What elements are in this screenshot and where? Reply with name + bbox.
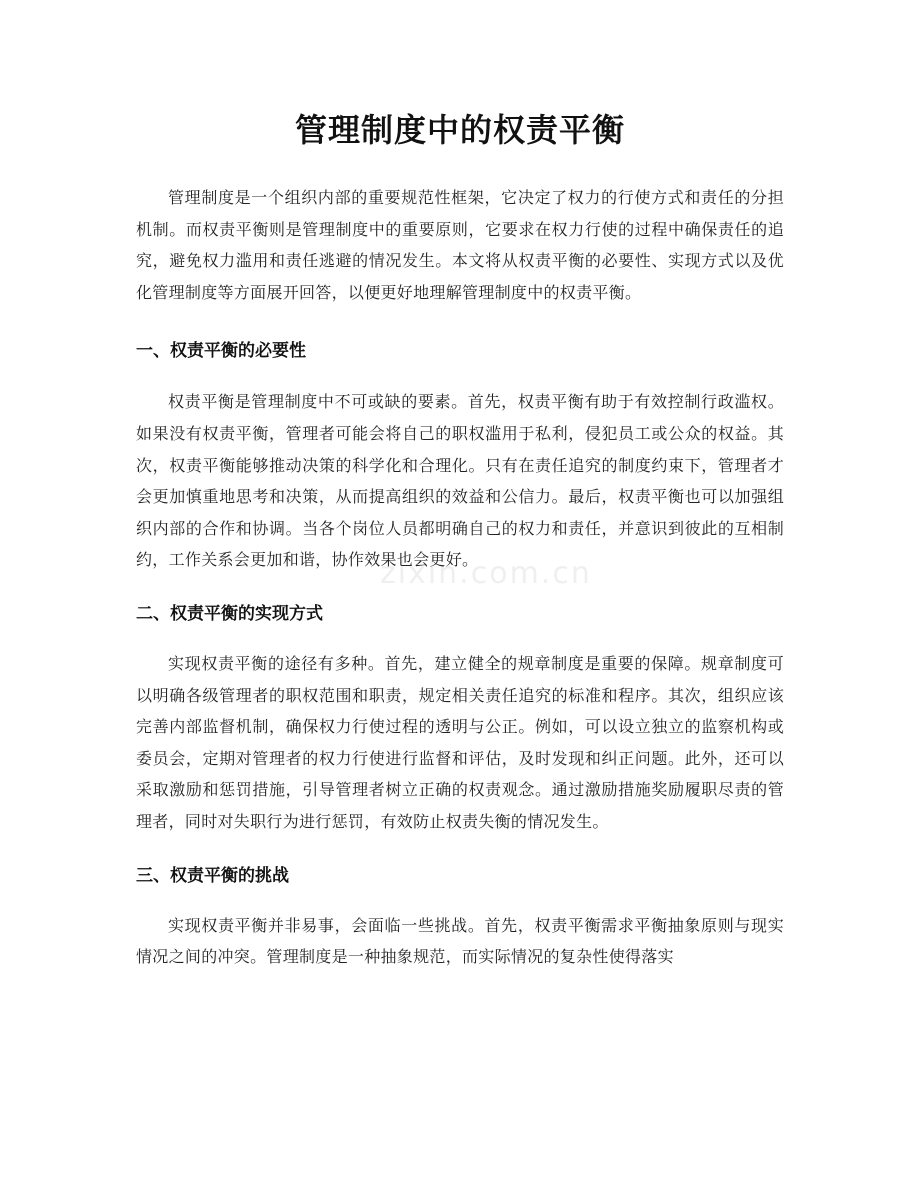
intro-paragraph: 管理制度是一个组织内部的重要规范性框架，它决定了权力的行使方式和责任的分担机制。而权责平衡则是管理制度中的重要原则，它要求在权力行使的过程中确保责任的追究，避免权力滥用和责任逃避的情况发生。本文将从权责平衡的必要性、实现方式以及优化管理制度等方面展开回答，以便更好地理解管理制度中的权责平衡。	[136, 188, 784, 302]
watermark: zixin.com.cn	[380, 556, 592, 591]
section-paragraph-necessity: 权责平衡是管理制度中不可或缺的要素。首先，权责平衡有助于有效控制行政滥权。如果没有权责平衡，管理者可能会将自己的职权滥用于私利，侵犯员工或公众的权益。其次，权责平衡能够推动决策的科学化和合理化。只有在责任追究的制度约束下，管理者才会更加慎重地思考和决策，从而提高组织的效益和公信力。最后，权责平衡也可以加强组织内部的合作和协调。当各个岗位人员都明确自己的权力和责任，并意识到彼此的互相制约，工作关系会更加和谐，协作效果也会更好。	[136, 392, 784, 570]
document-body	[136, 182, 784, 973]
section-heading-necessity: 一、权责平衡的必要性	[136, 341, 306, 362]
section-paragraph-implementation: 实现权责平衡的途径有多种。首先，建立健全的规章制度是重要的保障。规章制度可以明确各级管理者的职权范围和职责，规定相关责任追究的标准和程序。其次，组织应该完善内部监督机制，确保权力行使过程的透明与公正。例如，可以设立独立的监察机构或委员会，定期对管理者的权力行使进行监督和评估，及时发现和纠正问题。此外，还可以采取激励和惩罚措施，引导管理者树立正确的权责观念。通过激励措施奖励履职尽责的管理者，同时对失职行为进行惩罚，有效防止权责失衡的情况发生。	[136, 653, 784, 831]
section-heading-challenges: 三、权责平衡的挑战	[136, 865, 289, 886]
section-heading-implementation: 二、权责平衡的实现方式	[136, 603, 323, 624]
document-title: 管理制度中的权责平衡	[294, 111, 625, 149]
section-paragraph-challenges: 实现权责平衡并非易事，会面临一些挑战。首先，权责平衡需求平衡抽象原则与现实情况之间的冲突。管理制度是一种抽象规范，而实际情况的复杂性使得落实	[136, 915, 784, 967]
